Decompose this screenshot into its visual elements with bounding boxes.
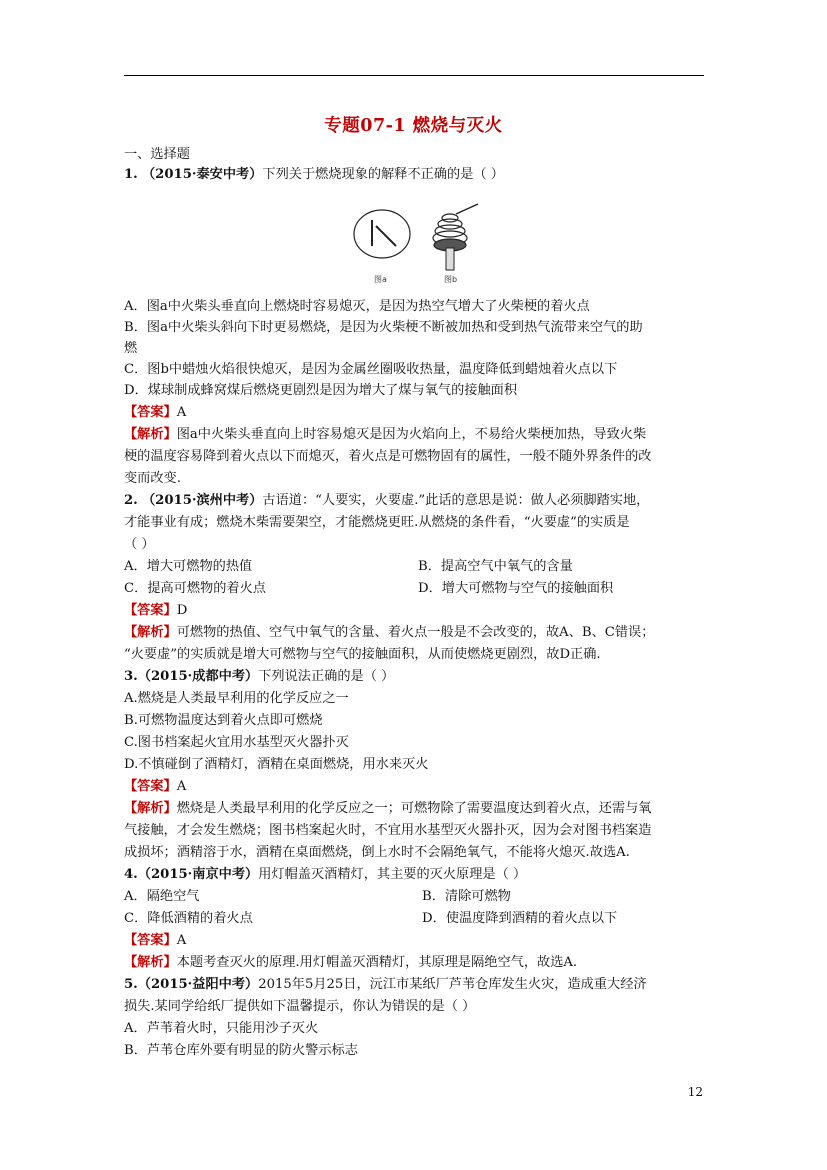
q3-answer — [124, 776, 186, 797]
q4-text: 用灯帽盖灭酒精灯，其主要的灭火原理是（ ） — [258, 867, 527, 882]
figure-a-label: 图a — [374, 275, 387, 284]
q3-option-d: D.不慎碰倒了酒精灯，酒精在桌面燃烧，用水来灭火 — [124, 757, 429, 772]
question-2-stem — [124, 490, 649, 511]
page-number: 12 — [687, 1085, 703, 1099]
section-heading: 一、选择题 — [124, 147, 190, 162]
analysis-tag: 【解析】 — [124, 955, 177, 970]
answer-tag: 【答案】 — [124, 779, 177, 794]
q4-option-b: B．清除可燃物 — [422, 889, 511, 904]
header-rule — [124, 75, 704, 76]
answer-tag: 【答案】 — [124, 933, 177, 948]
q4-answer-value: A — [176, 933, 187, 948]
q2-text-1: 古语道：“人要实，火要虚.”此话的意思是说：做人必须脚踏实地， — [262, 493, 650, 508]
q3-option-c: C.图书档案起火宜用水基型灭火器扑灭 — [124, 735, 349, 750]
q3-text: 下列说法正确的是（ ） — [258, 669, 395, 684]
q1-source: （2015·泰安中考） — [141, 167, 263, 182]
q2-analysis-text-1: 可燃物的热值、空气中氧气的含量、着火点一般是不会改变的，故A、B、C错误； — [176, 625, 655, 640]
q2-option-a: A．增大可燃物的热值 — [124, 559, 253, 574]
q4-source: （2015·南京中考） — [137, 867, 259, 882]
q5-number: 5. — [124, 977, 138, 992]
q1-answer-value: A — [176, 405, 187, 420]
q2-analysis-1 — [124, 622, 654, 643]
q1-number: 1. — [124, 167, 138, 182]
q1-figure — [346, 190, 486, 285]
q1-answer — [124, 402, 186, 423]
q1-analysis-3: 变而改变. — [124, 471, 181, 486]
q5-text-1: 2015年5月25日，沅江市某纸厂芦苇仓库发生火灾，造成重大经济 — [258, 977, 647, 992]
q4-option-a: A．隔绝空气 — [124, 889, 200, 904]
figure-a-match-slant — [376, 226, 396, 246]
q4-option-d: D．使温度降到酒精的着火点以下 — [422, 911, 618, 926]
q1-option-b: B．图a中火柴头斜向下时更易燃烧，是因为火柴梗不断被加热和受到热气流带来空气的助 — [124, 320, 643, 335]
q3-answer-value: A — [176, 779, 187, 794]
q4-option-c: C．降低酒精的着火点 — [124, 911, 253, 926]
q2-option-c: C．提高可燃物的着火点 — [124, 581, 266, 596]
q4-number: 4. — [124, 867, 138, 882]
q2-option-b: B．提高空气中氧气的含量 — [418, 559, 573, 574]
figure-b-label: 图b — [444, 275, 458, 284]
page-title: 专题07-1 燃烧与灭火 — [324, 116, 503, 136]
q2-answer — [124, 600, 187, 621]
q3-analysis-text-1: 燃烧是人类最早利用的化学反应之一；可燃物除了需要温度达到着火点，还需与氧 — [176, 801, 652, 816]
q2-number: 2. — [124, 493, 138, 508]
q3-analysis-3: 成损坏；酒精溶于水，酒精在桌面燃烧，倒上水时不会隔绝氧气，不能将火熄灭.故选A. — [124, 845, 630, 860]
q2-option-d: D．增大可燃物与空气的接触面积 — [418, 581, 614, 596]
q3-option-a: A.燃烧是人类最早利用的化学反应之一 — [124, 691, 349, 706]
q5-option-b: B．芦苇仓库外要有明显的防火警示标志 — [124, 1043, 358, 1058]
figure-a-circle — [354, 210, 410, 258]
q2-text-3: （ ） — [124, 537, 155, 552]
q2-source: （2015·滨州中考） — [141, 493, 263, 508]
figure-b-candle-coil — [433, 204, 478, 270]
q1-option-d: D．煤球制成蜂窝煤后燃烧更剧烈是因为增大了煤与氧气的接触面积 — [124, 383, 518, 398]
q4-answer — [124, 930, 186, 951]
q1-analysis-1 — [124, 424, 646, 445]
q1-analysis-2: 梗的温度容易降到着火点以下而熄灭，着火点是可燃物固有的属性，一般不随外界条件的改 — [124, 449, 652, 464]
q3-option-b: B.可燃物温度达到着火点即可燃烧 — [124, 713, 323, 728]
analysis-tag: 【解析】 — [124, 625, 177, 640]
q3-analysis-1 — [124, 798, 652, 819]
question-5-stem — [124, 974, 647, 995]
analysis-tag: 【解析】 — [124, 801, 177, 816]
q3-number: 3. — [124, 669, 138, 684]
q4-analysis-1 — [124, 952, 577, 973]
q3-source: （2015·成都中考） — [137, 669, 259, 684]
q4-analysis-text-1: 本题考查灭火的原理.用灯帽盖灭酒精灯，其原理是隔绝空气，故选A. — [176, 955, 578, 970]
q3-analysis-2: 气接触，才会发生燃烧；图书档案起火时，不宜用水基型灭火器扑灭，因为会对图书档案造 — [124, 823, 652, 838]
analysis-tag: 【解析】 — [124, 427, 177, 442]
q1-text: 下列关于燃烧现象的解释不正确的是（ ） — [262, 167, 504, 182]
q1-option-c: C．图b中蜡烛火焰很快熄灭，是因为金属丝圈吸收热量，温度降低到蜡烛着火点以下 — [124, 362, 618, 377]
answer-tag: 【答案】 — [124, 603, 177, 618]
q1-analysis-text-1: 图a中火柴头垂直向上时容易熄灭是因为火焰向上，不易给火柴梗加热，导致火柴 — [176, 427, 647, 442]
question-3-stem — [124, 666, 394, 687]
q5-source: （2015·益阳中考） — [137, 977, 259, 992]
q2-analysis-2: “火要虚”的实质就是增大可燃物与空气的接触面积，从而使燃烧更剧烈，故D正确. — [124, 647, 601, 662]
question-4-stem — [124, 864, 526, 885]
q2-text-2: 才能事业有成；燃烧木柴需要架空，才能燃烧更旺.从燃烧的条件看，“火要虚”的实质是 — [124, 515, 630, 530]
q5-text-2: 损失.某同学给纸厂提供如下温馨提示，你认为错误的是（ ） — [124, 999, 476, 1014]
q1-option-b-cont: 燃 — [124, 341, 138, 356]
question-1-stem — [124, 164, 504, 185]
q2-answer-value: D — [176, 603, 188, 618]
q5-option-a: A．芦苇着火时，只能用沙子灭火 — [124, 1021, 319, 1036]
q1-option-a: A．图a中火柴头垂直向上燃烧时容易熄灭，是因为热空气增大了火柴梗的着火点 — [124, 299, 590, 314]
answer-tag: 【答案】 — [124, 405, 177, 420]
